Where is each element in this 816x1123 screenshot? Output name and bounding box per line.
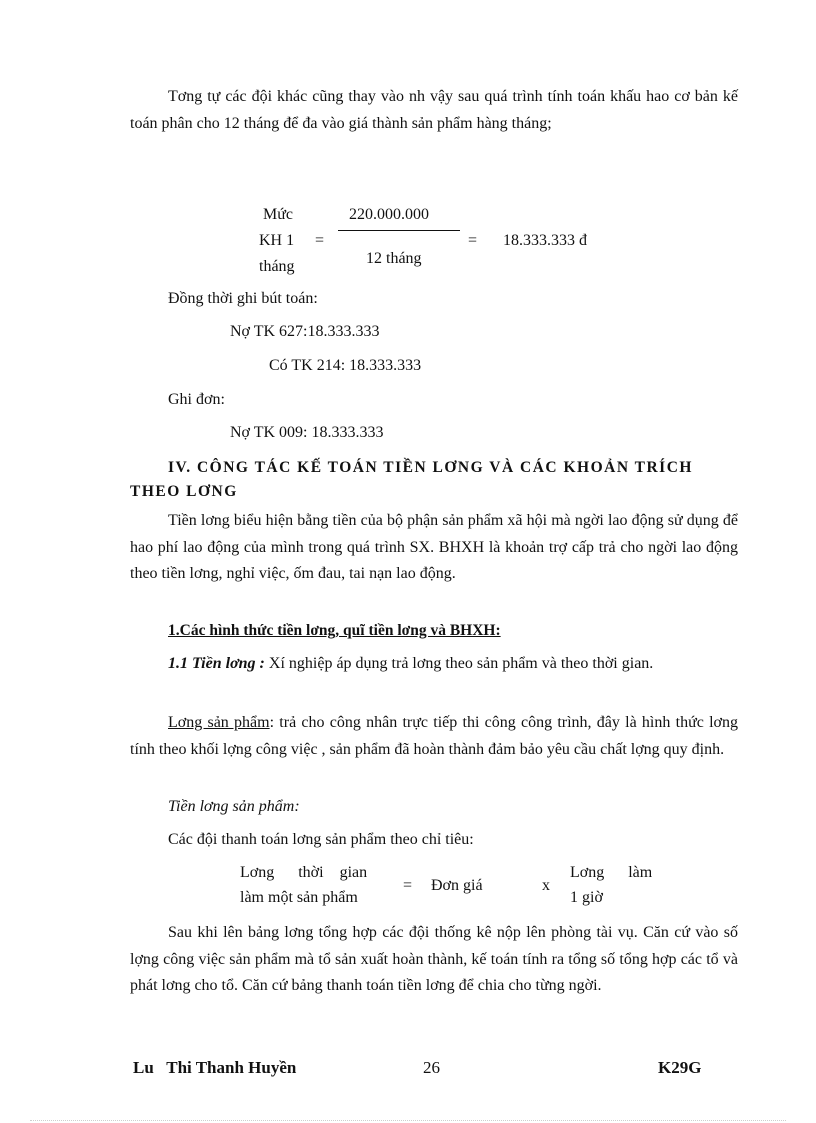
subheading-wage-forms: 1.Các hình thức tiền lơng, quĩ tiền lơng và BHXH: [168, 622, 501, 639]
paragraph-entry-intro: Đồng thời ghi bút toán: [168, 290, 318, 307]
formula-result: 18.333.333 đ [503, 232, 587, 249]
paragraph-1-1 [130, 651, 738, 678]
entry-debit-009: Nợ TK 009: 18.333.333 [230, 424, 384, 441]
section-heading-line2: THEO LƠNG [130, 483, 238, 500]
wage-formula-left-line2: làm một sản phẩm [240, 889, 358, 906]
paragraph-1-1-text: Xí nghiệp áp dụng trả lơng theo sản phẩm và theo thời gian. [264, 655, 654, 672]
product-wage-term: Lơng sản phẩm [168, 714, 270, 731]
subheading-1-1: 1.1 Tiền lơng : [168, 655, 265, 672]
entry-debit-627: Nợ TK 627:18.333.333 [230, 323, 380, 340]
section-heading-line1: IV. CÔNG TÁC KẾ TOÁN TIỀN LƠNG VÀ CÁC KHOẢN TRÍCH [168, 459, 693, 476]
paragraph-single-entry: Ghi đơn: [168, 391, 225, 408]
formula-label-line1: Mức [263, 206, 293, 223]
wage-formula-left-line1: Lơng thời gian [240, 864, 368, 881]
page-bottom-divider [30, 1120, 786, 1121]
formula-label-line2: KH 1 [259, 232, 295, 249]
wage-formula-right-line1: Lơng làm [570, 864, 653, 881]
entry-credit-214: Có TK 214: 18.333.333 [269, 357, 422, 374]
formula-numerator: 220.000.000 [349, 206, 429, 223]
paragraph-depreciation: Tơng tự các đội khác cũng thay vào nh vậy sau quá trình tính toán khấu hao cơ bản kế toán phân cho 12 tháng để đa vào giá thành sản phẩm hàng tháng; [130, 88, 738, 132]
wage-formula-times: x [542, 877, 550, 894]
paragraph-product-wage [130, 710, 738, 763]
wage-formula-unit-price: Đơn giá [431, 877, 483, 894]
paragraph-payroll: Sau khi lên bảng lơng tổng hợp các đội thống kê nộp lên phòng tài vụ. Căn cứ vào số lợng công việc sản phẩm mà tổ sản xuất hoàn thành, kế toán tính ra tổng số tổng hợp các tổ và phát lơng cho tổ. Căn cứ bảng thanh toán tiền lơng để chia cho từng ngời. [130, 924, 738, 994]
paragraph-wage-definition: Tiền lơng biểu hiện bằng tiền của bộ phận sản phẩm xã hội mà ngời lao động sử dụng để hao phí lao động của mình trong quá trình SX. BHXH là khoản trợ cấp trả cho ngời lao động theo tiền lơng, nghỉ việc, ốm đau, tai nạn lao động. [130, 512, 738, 582]
wage-formula-right-line2: 1 giờ [570, 889, 603, 906]
formula-equals-2: = [468, 232, 478, 249]
footer-class-code: K29G [658, 1058, 702, 1077]
footer-author: Lu Thi Thanh Huyền [133, 1058, 297, 1077]
formula-denominator: 12 tháng [366, 250, 422, 267]
italic-label-product-wage: Tiền lơng sản phẩm: [168, 798, 300, 815]
product-wage-text: : trả cho công nhân trực tiếp thi công công trình, đây là hình thức lơng tính theo khối lợng công việc , sản phẩm đã hoàn thành đảm bảo yêu cầu chất lợng quy định. [130, 714, 738, 758]
wage-formula-equals: = [403, 877, 413, 894]
formula-label-line3: tháng [259, 258, 295, 275]
footer-page-number: 26 [423, 1058, 440, 1077]
formula-equals-1: = [315, 232, 325, 249]
fraction-bar [338, 230, 460, 231]
paragraph-settlement: Các đội thanh toán lơng sản phẩm theo chỉ tiêu: [168, 831, 474, 848]
